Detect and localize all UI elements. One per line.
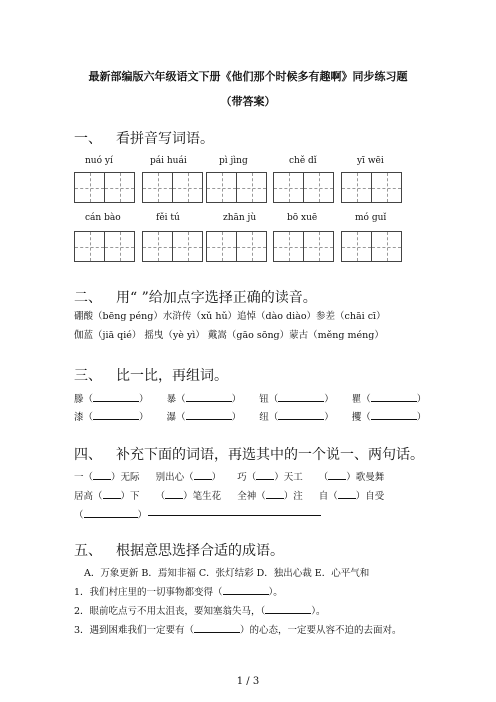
writing-box[interactable] [74, 172, 135, 203]
idiom-text: ）歌曼舞 [346, 472, 385, 483]
compare-row [74, 409, 426, 423]
writing-box[interactable] [142, 172, 203, 203]
writing-box[interactable] [273, 172, 334, 203]
pinyin-label: mó guǐ [355, 213, 387, 223]
close-paren: ） [139, 394, 149, 405]
section-4-heading [74, 444, 424, 464]
question-1 [74, 584, 283, 598]
reading-choice-line: 硼酸（bēng péng）水浒传（xǔ hǔ）追悼（dào diào）参差（chāi cī） [74, 311, 386, 322]
writing-box[interactable] [206, 172, 267, 203]
pinyin-label: fěi tú [156, 213, 180, 223]
section-1-heading [74, 128, 214, 148]
question-text: ）。 [268, 587, 283, 598]
section-number: 二、 [74, 290, 102, 306]
pinyin-label: nuó yí [85, 156, 113, 166]
answer-blank[interactable] [266, 489, 284, 499]
idiom-text: （ [318, 472, 329, 483]
question-3 [74, 622, 402, 636]
section-3-heading [74, 365, 228, 385]
answer-blank[interactable] [371, 392, 417, 402]
idiom-text: ）天工 [274, 472, 303, 483]
answer-blank[interactable] [194, 623, 240, 633]
char-prompt: 瀑（ [166, 412, 186, 423]
pinyin-label: pái huái [150, 156, 187, 166]
question-text: 3．遇到困难我们一定要有（ [74, 625, 195, 636]
char-prompt: 漆（ [74, 412, 94, 423]
answer-blank[interactable] [223, 585, 269, 595]
answer-blank[interactable] [328, 470, 346, 480]
idiom-text: ）自受 [355, 491, 385, 502]
question-text: ）。 [311, 606, 326, 617]
idiom-text: ）无际 [111, 472, 140, 483]
close-paren: ） [231, 412, 242, 423]
char-prompt: 纽（ [259, 412, 279, 423]
idiom-text: 全神（ [237, 491, 266, 502]
section-number: 五、 [74, 543, 102, 559]
idiom-text: 别出心（ [155, 472, 194, 483]
idiom-row [74, 488, 384, 502]
answer-blank[interactable] [93, 470, 111, 480]
writing-box[interactable] [341, 231, 402, 262]
sentence-row [74, 507, 147, 521]
answer-blank[interactable] [278, 392, 324, 402]
writing-box[interactable] [206, 231, 267, 262]
answer-blank[interactable] [194, 470, 212, 480]
idiom-text: 一（ [74, 472, 94, 483]
answer-blank[interactable] [371, 410, 417, 420]
section-number: 四、 [74, 447, 102, 463]
answer-blank[interactable] [278, 410, 324, 420]
sentence-writing-line[interactable] [148, 506, 321, 516]
document-subtitle: （带答案） [220, 95, 276, 108]
idiom-text: 巧（ [237, 472, 257, 483]
close-paren: ） [231, 394, 242, 405]
answer-blank[interactable] [93, 392, 139, 402]
question-text: ）的心态，一定要从容不迫的去面对。 [240, 625, 402, 636]
close-paren: ） [139, 412, 149, 423]
writing-box[interactable] [74, 231, 135, 262]
pinyin-label: pì jìng [219, 156, 248, 166]
idiom-text: ）注 [283, 491, 303, 502]
answer-blank[interactable] [186, 410, 232, 420]
close-paren: ） [324, 394, 334, 405]
section-title: 比一比，再组词。 [116, 368, 228, 384]
reading-choice-line: 伽蓝（jiā qié） 摇曳（yè yì） 戴嵩（gāo sōng）蒙古（měng méng） [74, 330, 384, 341]
answer-blank[interactable] [93, 410, 139, 420]
close-paren: ） [416, 412, 427, 423]
char-prompt: 钮（ [259, 394, 279, 405]
compare-row [74, 391, 426, 405]
question-text: 2．眼前吃点亏不用太沮丧，要知塞翁失马，（ [74, 606, 266, 617]
idiom-text: （ [155, 491, 166, 502]
section-5-heading [74, 540, 284, 560]
question-text: 1．我们村庄里的一切事物都变得（ [74, 587, 223, 598]
pinyin-label: chě dǐ [289, 156, 317, 166]
section-title: 用“ ”给加点字选择正确的读音。 [116, 290, 317, 306]
char-prompt: 滕（ [74, 394, 94, 405]
page-number: 1 / 3 [236, 676, 260, 687]
idiom-text: 居高（ [74, 491, 103, 502]
document-title: 最新部编版六年级语文下册《他们那个时候多有趣啊》同步练习题 [88, 70, 408, 83]
answer-blank[interactable] [103, 489, 121, 499]
idiom-row [74, 469, 384, 483]
section-title: 看拼音写词语。 [116, 131, 214, 147]
writing-box[interactable] [341, 172, 402, 203]
idiom-text: ）笔生花 [183, 491, 222, 502]
idiom-text: 自（ [318, 491, 338, 502]
section-2-heading [74, 287, 317, 307]
answer-blank[interactable] [256, 470, 274, 480]
close-paren: ） [137, 510, 148, 521]
section-title: 根据意思选择合适的成语。 [116, 543, 284, 559]
idiom-text: ）下 [120, 491, 140, 502]
idiom-choice-blank[interactable] [84, 508, 138, 518]
pinyin-label: zhān jù [223, 213, 257, 223]
section-number: 三、 [74, 368, 102, 384]
writing-box[interactable] [273, 231, 334, 262]
close-paren: ） [324, 412, 334, 423]
answer-blank[interactable] [338, 489, 356, 499]
answer-blank[interactable] [186, 392, 232, 402]
answer-blank[interactable] [265, 604, 311, 614]
answer-blank[interactable] [165, 489, 183, 499]
char-prompt: 攫（ [351, 412, 371, 423]
section-title: 补充下面的词语，再选其中的一个说一、两句话。 [116, 447, 424, 463]
char-prompt: 瞿（ [351, 394, 371, 405]
pinyin-label: bō xuē [287, 213, 318, 223]
open-paren: （ [74, 510, 84, 521]
question-2 [74, 603, 326, 617]
pinyin-label: yī wēi [357, 156, 384, 166]
section-number: 一、 [74, 131, 102, 147]
writing-box[interactable] [142, 231, 203, 262]
pinyin-label: cán bào [85, 213, 121, 223]
idiom-options: A．万象更新 B．焉知非福 C．张灯结彩 D．独出心裁 E．心平气和 [84, 568, 370, 579]
idiom-text: ） [211, 472, 222, 483]
close-paren: ） [416, 394, 427, 405]
char-prompt: 暴（ [166, 394, 186, 405]
